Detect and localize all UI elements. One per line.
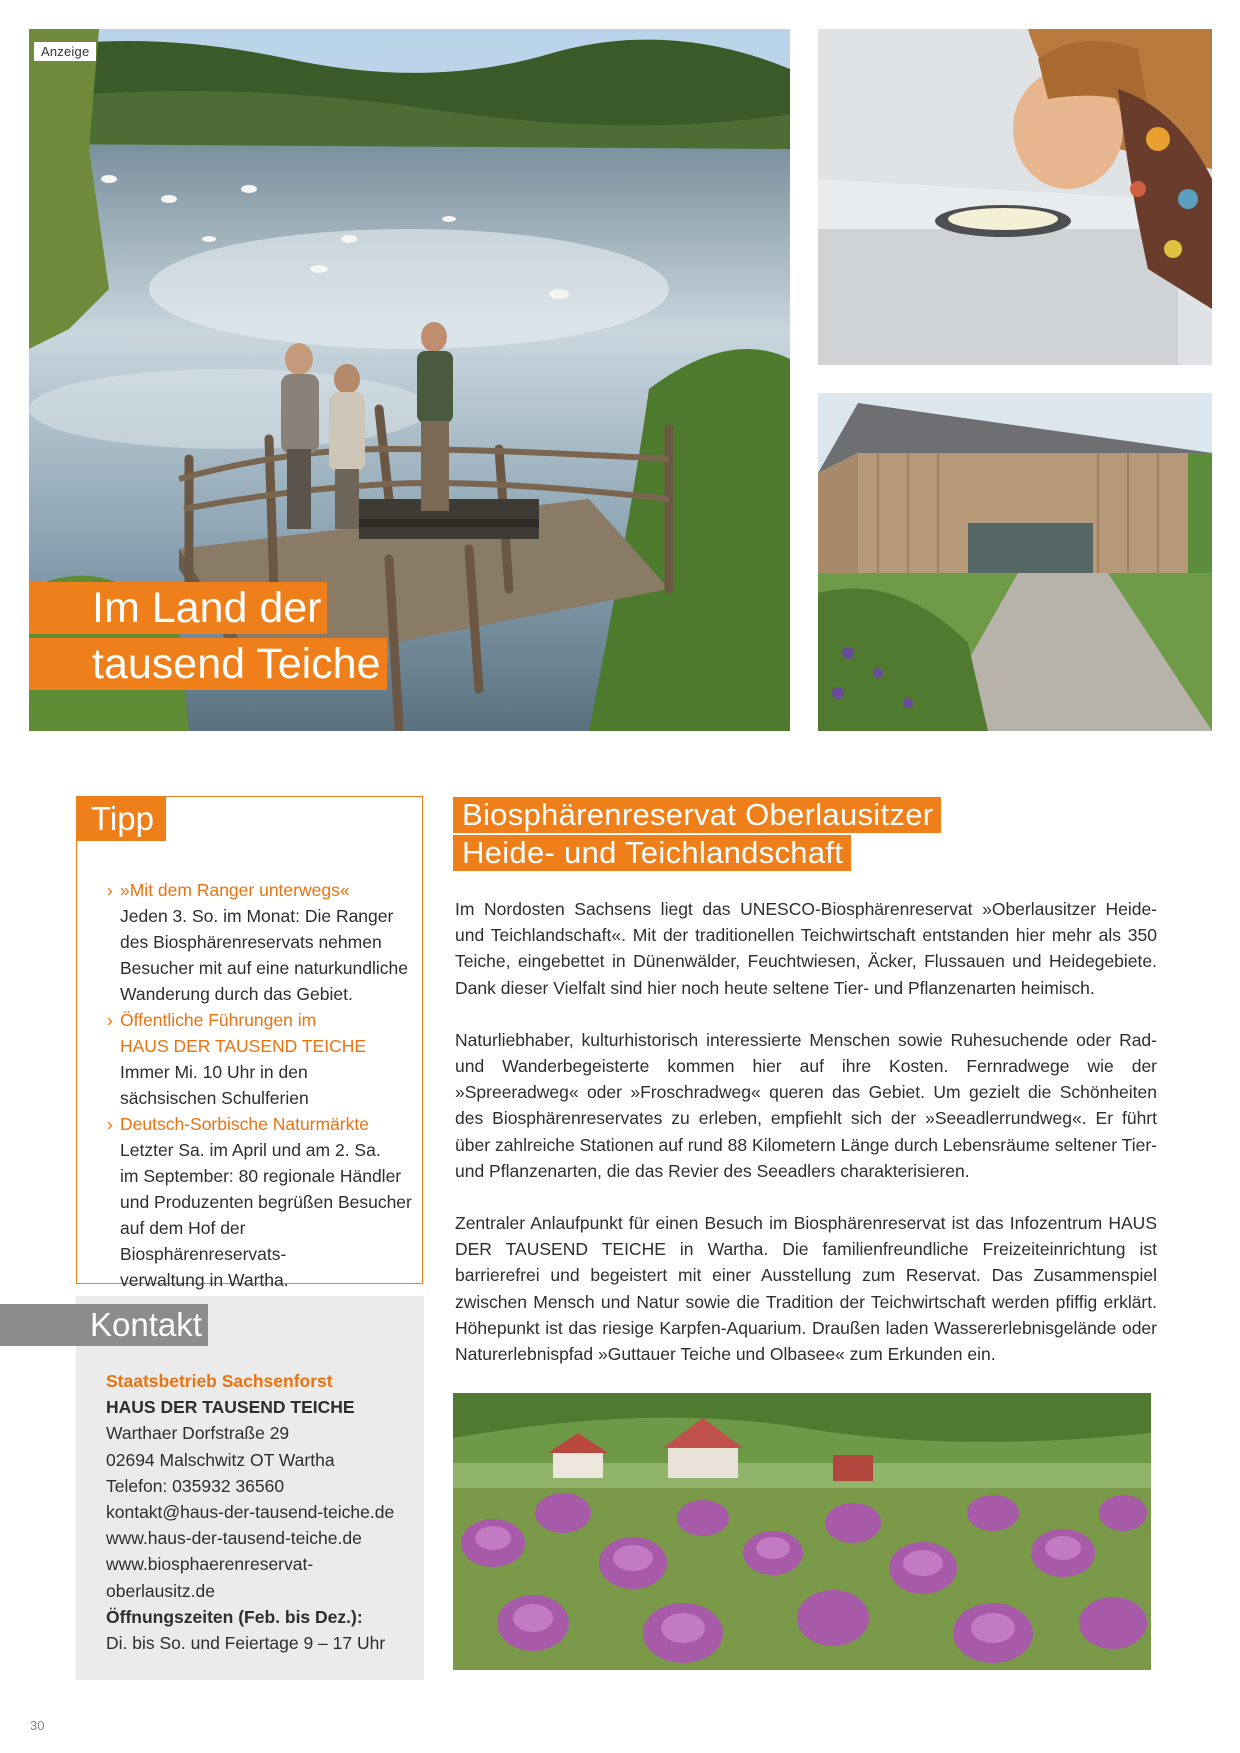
tipp-item-title: Öffentliche Führungen im bbox=[120, 1010, 317, 1030]
kontakt-website2-link[interactable]: www.biosphaerenreservat- bbox=[106, 1554, 314, 1575]
tipp-item-text: Besucher mit auf eine naturkundliche bbox=[120, 958, 408, 978]
tipp-heading: Tipp bbox=[77, 797, 166, 841]
tipp-list bbox=[107, 877, 412, 1293]
building-photo bbox=[818, 393, 1212, 731]
tipp-item-text: auf dem Hof der Biosphärenreservats- bbox=[120, 1218, 287, 1264]
article-paragraph: Zentraler Anlaufpunkt für einen Besuch im Biosphärenreservat ist das Infozentrum HAUS DER TAUSEND TEICHE in Wartha. Die familienfreundliche Freizeiteinrichtung ist barrierefrei und begeistert mit einer Ausstellung zum Reservat. Das Zusammenspiel zwischen Mensch und Natur sowie die Tradition der Teichwirtschaft werden pfiffig erklärt. Höhepunkt ist das riesige Karpfen-Aquarium. Draußen laden Wassererlebnisgelände oder Naturerlebnispfad »Guttauer Teiche und Olbasee« zum Erkunden ein. bbox=[455, 1213, 1157, 1365]
article-heading-line: Biosphärenreservat Oberlausitzer bbox=[453, 797, 941, 833]
hero-title-line: Im Land der bbox=[29, 582, 327, 634]
tipp-item-text: sächsischen Schulferien bbox=[120, 1088, 309, 1108]
child-exhibit-photo bbox=[818, 29, 1212, 365]
tipp-item-title: »Mit dem Ranger unterwegs« bbox=[120, 880, 350, 900]
tipp-item-title: HAUS DER TAUSEND TEICHE bbox=[120, 1036, 367, 1056]
tipp-box bbox=[76, 796, 423, 1290]
tipp-item-title: Deutsch-Sorbische Naturmärkte bbox=[120, 1114, 369, 1134]
article-paragraph: Im Nordosten Sachsens liegt das UNESCO-Biosphärenreservat »Oberlausitzer Heide- und Teichlandschaft«. Mit der traditionellen Teichwirtschaft entstanden hier mehr als 350 Teiche, eingebettet in Dünenwälder, Feuchtwiesen, Äcker, Flussauen und Heidegebiete. Dank dieser Vielfalt sind hier noch heute seltene Tier- und Pflanzenarten heimisch. bbox=[455, 899, 1157, 998]
hero-title-line: tausend Teiche bbox=[29, 638, 387, 690]
article-body bbox=[455, 896, 1157, 1393]
kontakt-website2-link-cont[interactable]: oberlausitz.de bbox=[106, 1580, 215, 1601]
ad-label: Anzeige bbox=[34, 42, 96, 61]
kontakt-email-link[interactable]: kontakt@haus-der-tausend-teiche.de bbox=[106, 1502, 395, 1523]
poppies-photo bbox=[453, 1393, 1151, 1670]
tipp-item bbox=[107, 1007, 412, 1111]
kontakt-hours: Di. bis So. und Feiertage 9 – 17 Uhr bbox=[106, 1633, 386, 1654]
kontakt-website-link[interactable]: www.haus-der-tausend-teiche.de bbox=[106, 1528, 362, 1549]
article-paragraph: Naturliebhaber, kulturhistorisch interessierte Menschen sowie Ruhesuchende oder Rad- und Wanderbegeisterte kommen hier auf ihre Kosten. Fernradwege wie der »Spreeradweg« oder »Froschradweg« queren das Gebiet. Um gezielt die Schönheiten des Biosphärenreservates zu erleben, empfiehlt sich der »Seeadlerrundweg«. Er führt über zahlreiche Stationen auf rund 88 Kilometern Länge durch Lebensräume seltener Tier- und Pflanzenarten, die das Revier des Seeadlers charakterisieren. bbox=[455, 1029, 1157, 1181]
kontakt-phone[interactable]: Telefon: 035932 36560 bbox=[106, 1475, 285, 1496]
tipp-item-text: Letzter Sa. im April und am 2. Sa. bbox=[120, 1140, 381, 1160]
kontakt-box bbox=[76, 1296, 424, 1680]
tipp-item-text: und Produzenten begrüßen Besucher bbox=[120, 1192, 412, 1212]
tipp-item-text: Immer Mi. 10 Uhr in den bbox=[120, 1062, 308, 1082]
article-heading bbox=[453, 797, 941, 873]
kontakt-house: HAUS DER TAUSEND TEICHE bbox=[106, 1397, 355, 1418]
tipp-item-text: Jeden 3. So. im Monat: Die Ranger bbox=[120, 906, 394, 926]
kontakt-city: 02694 Malschwitz OT Wartha bbox=[106, 1449, 335, 1470]
hero-title bbox=[29, 582, 387, 694]
kontakt-hours-label: Öffnungszeiten (Feb. bis Dez.): bbox=[106, 1606, 363, 1627]
kontakt-heading: Kontakt bbox=[0, 1304, 208, 1346]
tipp-item-text: des Biosphärenreservats nehmen bbox=[120, 932, 382, 952]
tipp-item-text: im September: 80 regionale Händler bbox=[120, 1166, 402, 1186]
chevron-right-icon: › bbox=[107, 1010, 113, 1030]
chevron-right-icon: › bbox=[107, 880, 113, 900]
tipp-item bbox=[107, 1111, 412, 1293]
tipp-item-text: Wanderung durch das Gebiet. bbox=[120, 984, 353, 1004]
article-heading-line: Heide- und Teichlandschaft bbox=[453, 835, 851, 871]
tipp-item bbox=[107, 877, 412, 1007]
page-number: 30 bbox=[30, 1718, 45, 1733]
kontakt-org: Staatsbetrieb Sachsenforst bbox=[106, 1371, 333, 1391]
kontakt-details bbox=[106, 1368, 424, 1656]
tipp-item-text: verwaltung in Wartha. bbox=[120, 1270, 289, 1290]
kontakt-street: Warthaer Dorfstraße 29 bbox=[106, 1423, 290, 1444]
chevron-right-icon: › bbox=[107, 1114, 113, 1134]
